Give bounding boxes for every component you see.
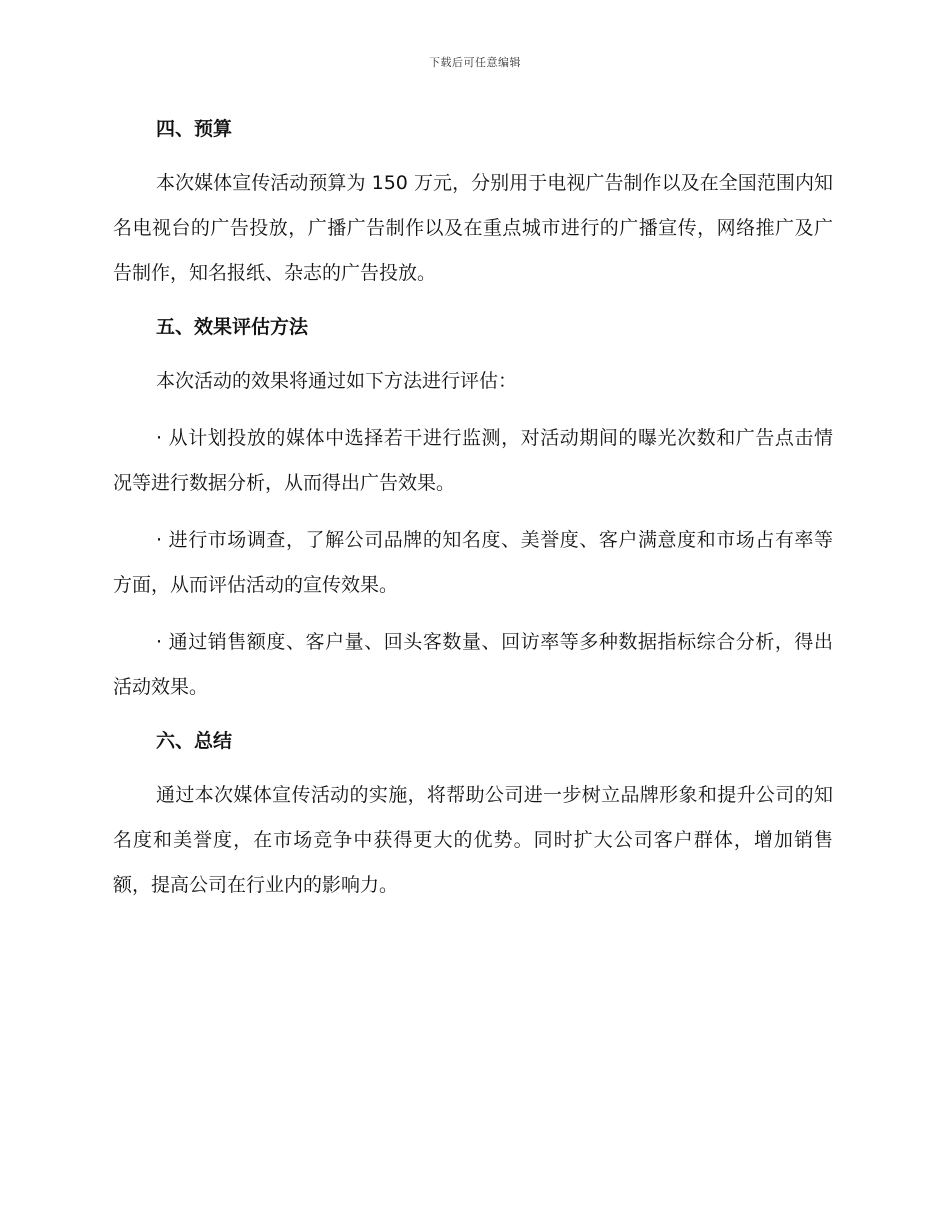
document-body [113,110,833,908]
section-heading-budget: 四、预算 [156,118,233,140]
summary-paragraph: 通过本次媒体宣传活动的实施，将帮助公司进一步树立品牌形象和提升公司的知名度和美誉度，在市场竞争中获得更大的优势。同时扩大公司客户群体，增加销售额，提高公司在行业内的影响力。 [113,784,833,896]
section-heading-evaluation: 五、效果评估方法 [156,316,309,338]
evaluation-intro: 本次活动的效果将通过如下方法进行评估： [156,370,518,392]
evaluation-item-2: · 进行市场调查，了解公司品牌的知名度、美誉度、客户满意度和市场占有率等方面，从而评估活动的宣传效果。 [113,529,833,596]
budget-paragraph: 本次媒体宣传活动预算为 150 万元，分别用于电视广告制作以及在全国范围内知名电视台的广告投放，广播广告制作以及在重点城市进行的广播宣传，网络推广及广告制作，知名报纸、杂志的广告投放。 [113,172,833,284]
header-note: 下载后可任意编辑 [429,56,521,69]
evaluation-item-1: · 从计划投放的媒体中选择若干进行监测，对活动期间的曝光次数和广告点击情况等进行数据分析，从而得出广告效果。 [113,427,833,494]
section-heading-summary: 六、总结 [156,730,233,752]
evaluation-item-3: · 通过销售额度、客户量、回头客数量、回访率等多种数据指标综合分析，得出活动效果。 [113,631,833,698]
